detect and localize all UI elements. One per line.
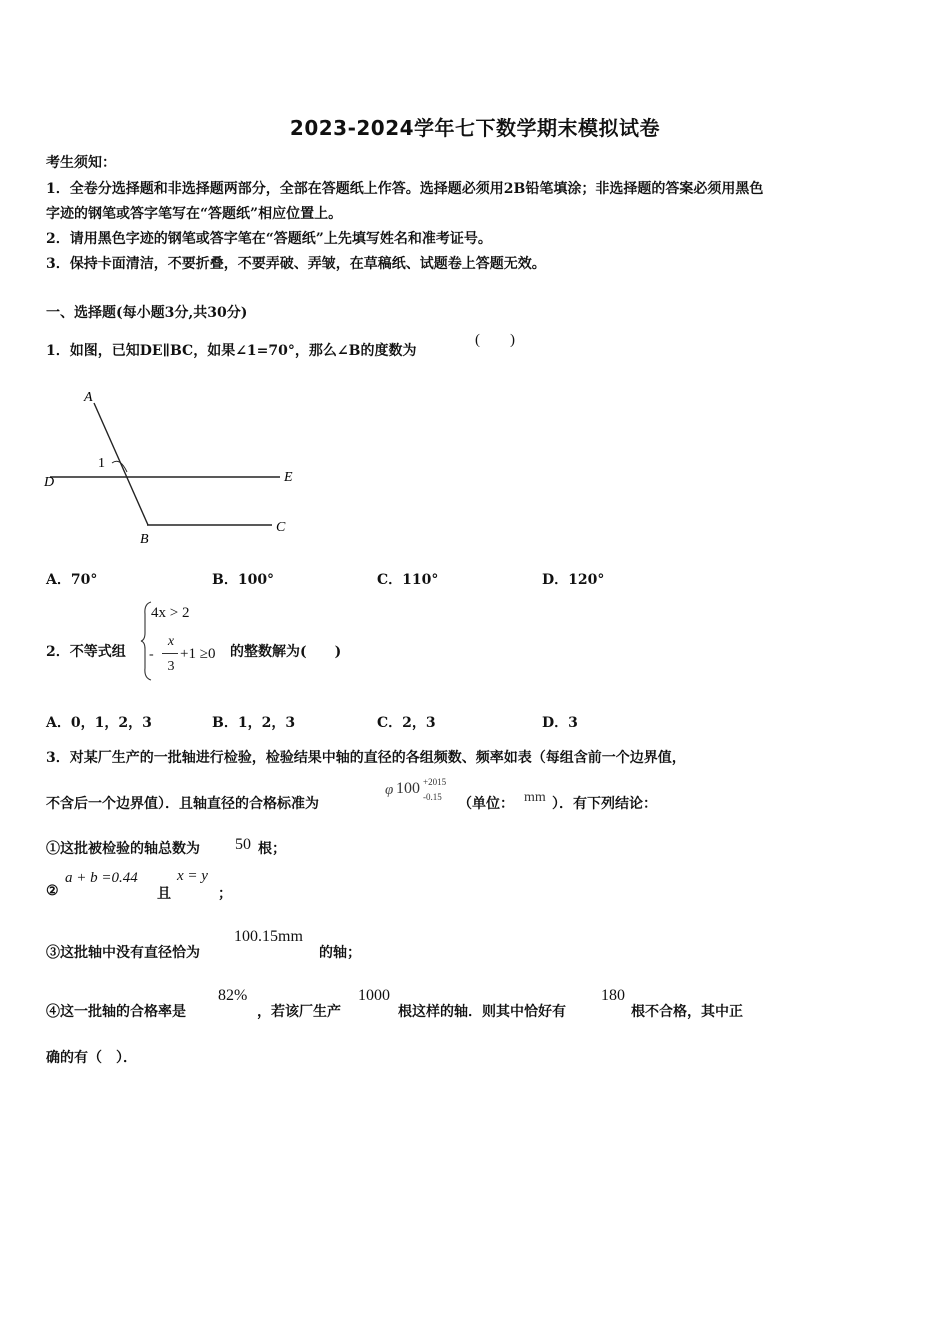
q2-option-c[interactable]: C．2，3: [377, 715, 436, 731]
notice-line-1: 1．全卷分选择题和非选择题两部分，全部在答题纸上作答。选择题必须用2B铅笔填涂；非选择题的答案必须用黑色: [46, 181, 764, 197]
q3-statement-4a: ④这一批轴的合格率是: [46, 1004, 186, 1020]
q1-paren: ( ): [475, 332, 515, 348]
q2-prefix: 2．不等式组: [46, 644, 126, 660]
q3-statement-4-count: 1000: [358, 987, 390, 1004]
q3-statement-3a: ③这批轴中没有直径恰为: [46, 945, 200, 961]
q2-fraction-bar: [162, 653, 178, 654]
label-one: 1: [98, 456, 105, 471]
section-heading: 一、选择题(每小题3分,共30分): [46, 305, 248, 321]
notice-line-3: 3．保持卡面清洁，不要折叠，不要弄破、弄皱，在草稿纸、试题卷上答题无效。: [46, 256, 546, 272]
label-e: E: [284, 470, 293, 485]
q2-option-d[interactable]: D．3: [542, 715, 578, 731]
q3-statement-1-number: 50: [235, 836, 251, 853]
label-c: C: [276, 520, 286, 535]
q3-line-2b: ）．有下列结论：: [552, 796, 657, 812]
q2-option-a[interactable]: A．0，1，2，3: [46, 715, 152, 731]
q3-statement-3-number: 100.15mm: [234, 928, 303, 945]
q3-unit-open: （单位：: [458, 796, 514, 812]
q3-statement-1a: ①这批被检验的轴总数为: [46, 841, 200, 857]
q1-option-a[interactable]: A．70°: [46, 572, 98, 588]
q2-option-b[interactable]: B．1，2，3: [212, 715, 296, 731]
notice-heading: 考生须知：: [46, 155, 116, 171]
q1-option-d[interactable]: D．120°: [542, 572, 605, 588]
q3-statement-4d: 根不合格，其中正: [631, 1004, 743, 1020]
q3-statement-4b: ，若该厂生产: [257, 1004, 341, 1020]
q1-option-b[interactable]: B．100°: [212, 572, 275, 588]
q3-statement-2-expr2: x = y: [177, 868, 208, 884]
page-title: 2023-2024学年七下数学期末模拟试卷: [289, 116, 661, 140]
q3-statement-1b: 根；: [258, 841, 286, 857]
q3-line-1: 3．对某厂生产的一批轴进行检验，检验结果中轴的直径的各组频数、频率如表（每组含前一个边界值，: [46, 750, 686, 766]
q3-line-2a: 不含后一个边界值）．且轴直径的合格标准为: [46, 796, 319, 812]
notice-line-2: 2．请用黑色字迹的钢笔或答字笔在“答题纸”上先填写姓名和准考证号。: [46, 231, 492, 247]
q3-statement-2a: ②: [46, 883, 59, 899]
label-a: A: [84, 390, 93, 405]
q2-inequality-1: 4x > 2: [151, 605, 190, 621]
q3-sup: +2015: [423, 777, 447, 787]
label-d: D: [44, 475, 55, 490]
q3-statement-2-expr: a + b =0.44: [65, 870, 138, 886]
q2-minus: -: [149, 647, 154, 662]
q3-statement-4-rate: 82%: [218, 987, 248, 1004]
label-b: B: [140, 532, 149, 547]
q3-statement-4-defective: 180: [601, 987, 625, 1004]
q3-statement-4c: 根这样的轴．则其中恰好有: [398, 1004, 566, 1020]
q3-statement-2b: 且: [157, 886, 171, 902]
q2-fraction-den: 3: [167, 659, 175, 674]
q2-suffix: 的整数解为( ): [230, 644, 342, 660]
q3-base: 100: [396, 780, 420, 797]
q3-sub: -0.15: [423, 792, 442, 802]
q1-stem: 1．如图，已知DE∥BC，如果∠1=70°，那么∠B的度数为: [46, 343, 417, 359]
q3-line-end: 确的有（ ）．: [46, 1050, 137, 1066]
q3-statement-3b: 的轴；: [319, 945, 361, 961]
q1-figure: [40, 385, 310, 550]
q2-fraction-num: x: [167, 634, 175, 649]
angle-arc: [112, 461, 127, 472]
q3-phi: φ: [385, 782, 394, 798]
notice-line-1b: 字迹的钢笔或答字笔写在“答题纸”相应位置上。: [46, 206, 343, 222]
q2-inequality-2-rest: +1 ≥0: [180, 646, 216, 662]
q3-statement-2c: ；: [218, 886, 232, 902]
q3-unit: mm: [524, 790, 546, 805]
q1-option-c[interactable]: C．110°: [377, 572, 439, 588]
